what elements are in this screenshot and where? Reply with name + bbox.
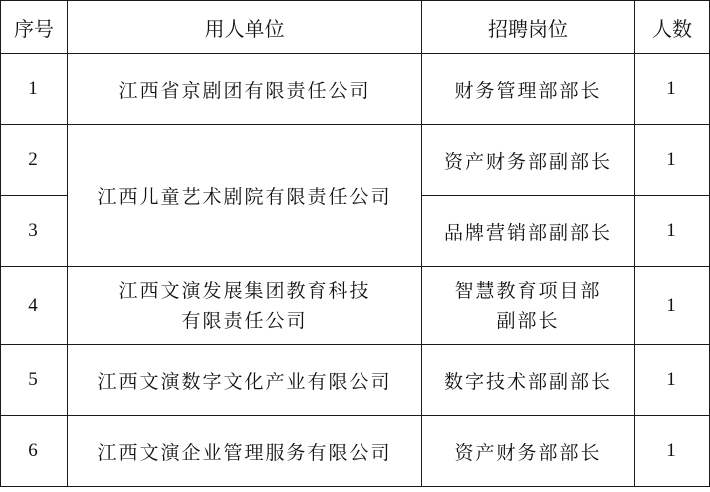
employer-cell [68, 267, 422, 345]
header-position: 招聘岗位 [422, 1, 635, 54]
employer-cell: 江西文演数字文化产业有限公司 [68, 345, 422, 416]
header-index: 序号 [1, 1, 68, 54]
row-index: 5 [1, 345, 68, 416]
count-cell: 1 [635, 54, 710, 125]
position-cell: 资产财务部副部长 [422, 125, 635, 196]
row-index: 6 [1, 416, 68, 487]
row-index: 1 [1, 54, 68, 125]
count-cell: 1 [635, 416, 710, 487]
count-cell: 1 [635, 267, 710, 345]
employer-cell: 江西文演企业管理服务有限公司 [68, 416, 422, 487]
header-count: 人数 [635, 1, 710, 54]
table-row [1, 267, 710, 345]
employer-line: 有限责任公司 [181, 309, 308, 332]
table-row [1, 345, 710, 416]
table-row [1, 416, 710, 487]
position-cell [422, 267, 635, 345]
count-cell: 1 [635, 125, 710, 196]
row-index: 2 [1, 125, 68, 196]
position-cell: 资产财务部部长 [422, 416, 635, 487]
count-cell: 1 [635, 345, 710, 416]
table-row [1, 54, 710, 125]
row-index: 4 [1, 267, 68, 345]
position-cell: 财务管理部部长 [422, 54, 635, 125]
count-cell: 1 [635, 196, 710, 267]
header-row [1, 1, 710, 54]
table-row [1, 125, 710, 196]
position-cell: 品牌营销部副部长 [422, 196, 635, 267]
position-cell: 数字技术部副部长 [422, 345, 635, 416]
employer-cell: 江西儿童艺术剧院有限责任公司 [68, 125, 422, 267]
header-employer: 用人单位 [68, 1, 422, 54]
position-line: 副部长 [496, 309, 560, 332]
employer-line: 江西文演发展集团教育科技 [118, 279, 371, 302]
position-line: 智慧教育项目部 [454, 279, 602, 302]
employer-cell: 江西省京剧团有限责任公司 [68, 54, 422, 125]
row-index: 3 [1, 196, 68, 267]
